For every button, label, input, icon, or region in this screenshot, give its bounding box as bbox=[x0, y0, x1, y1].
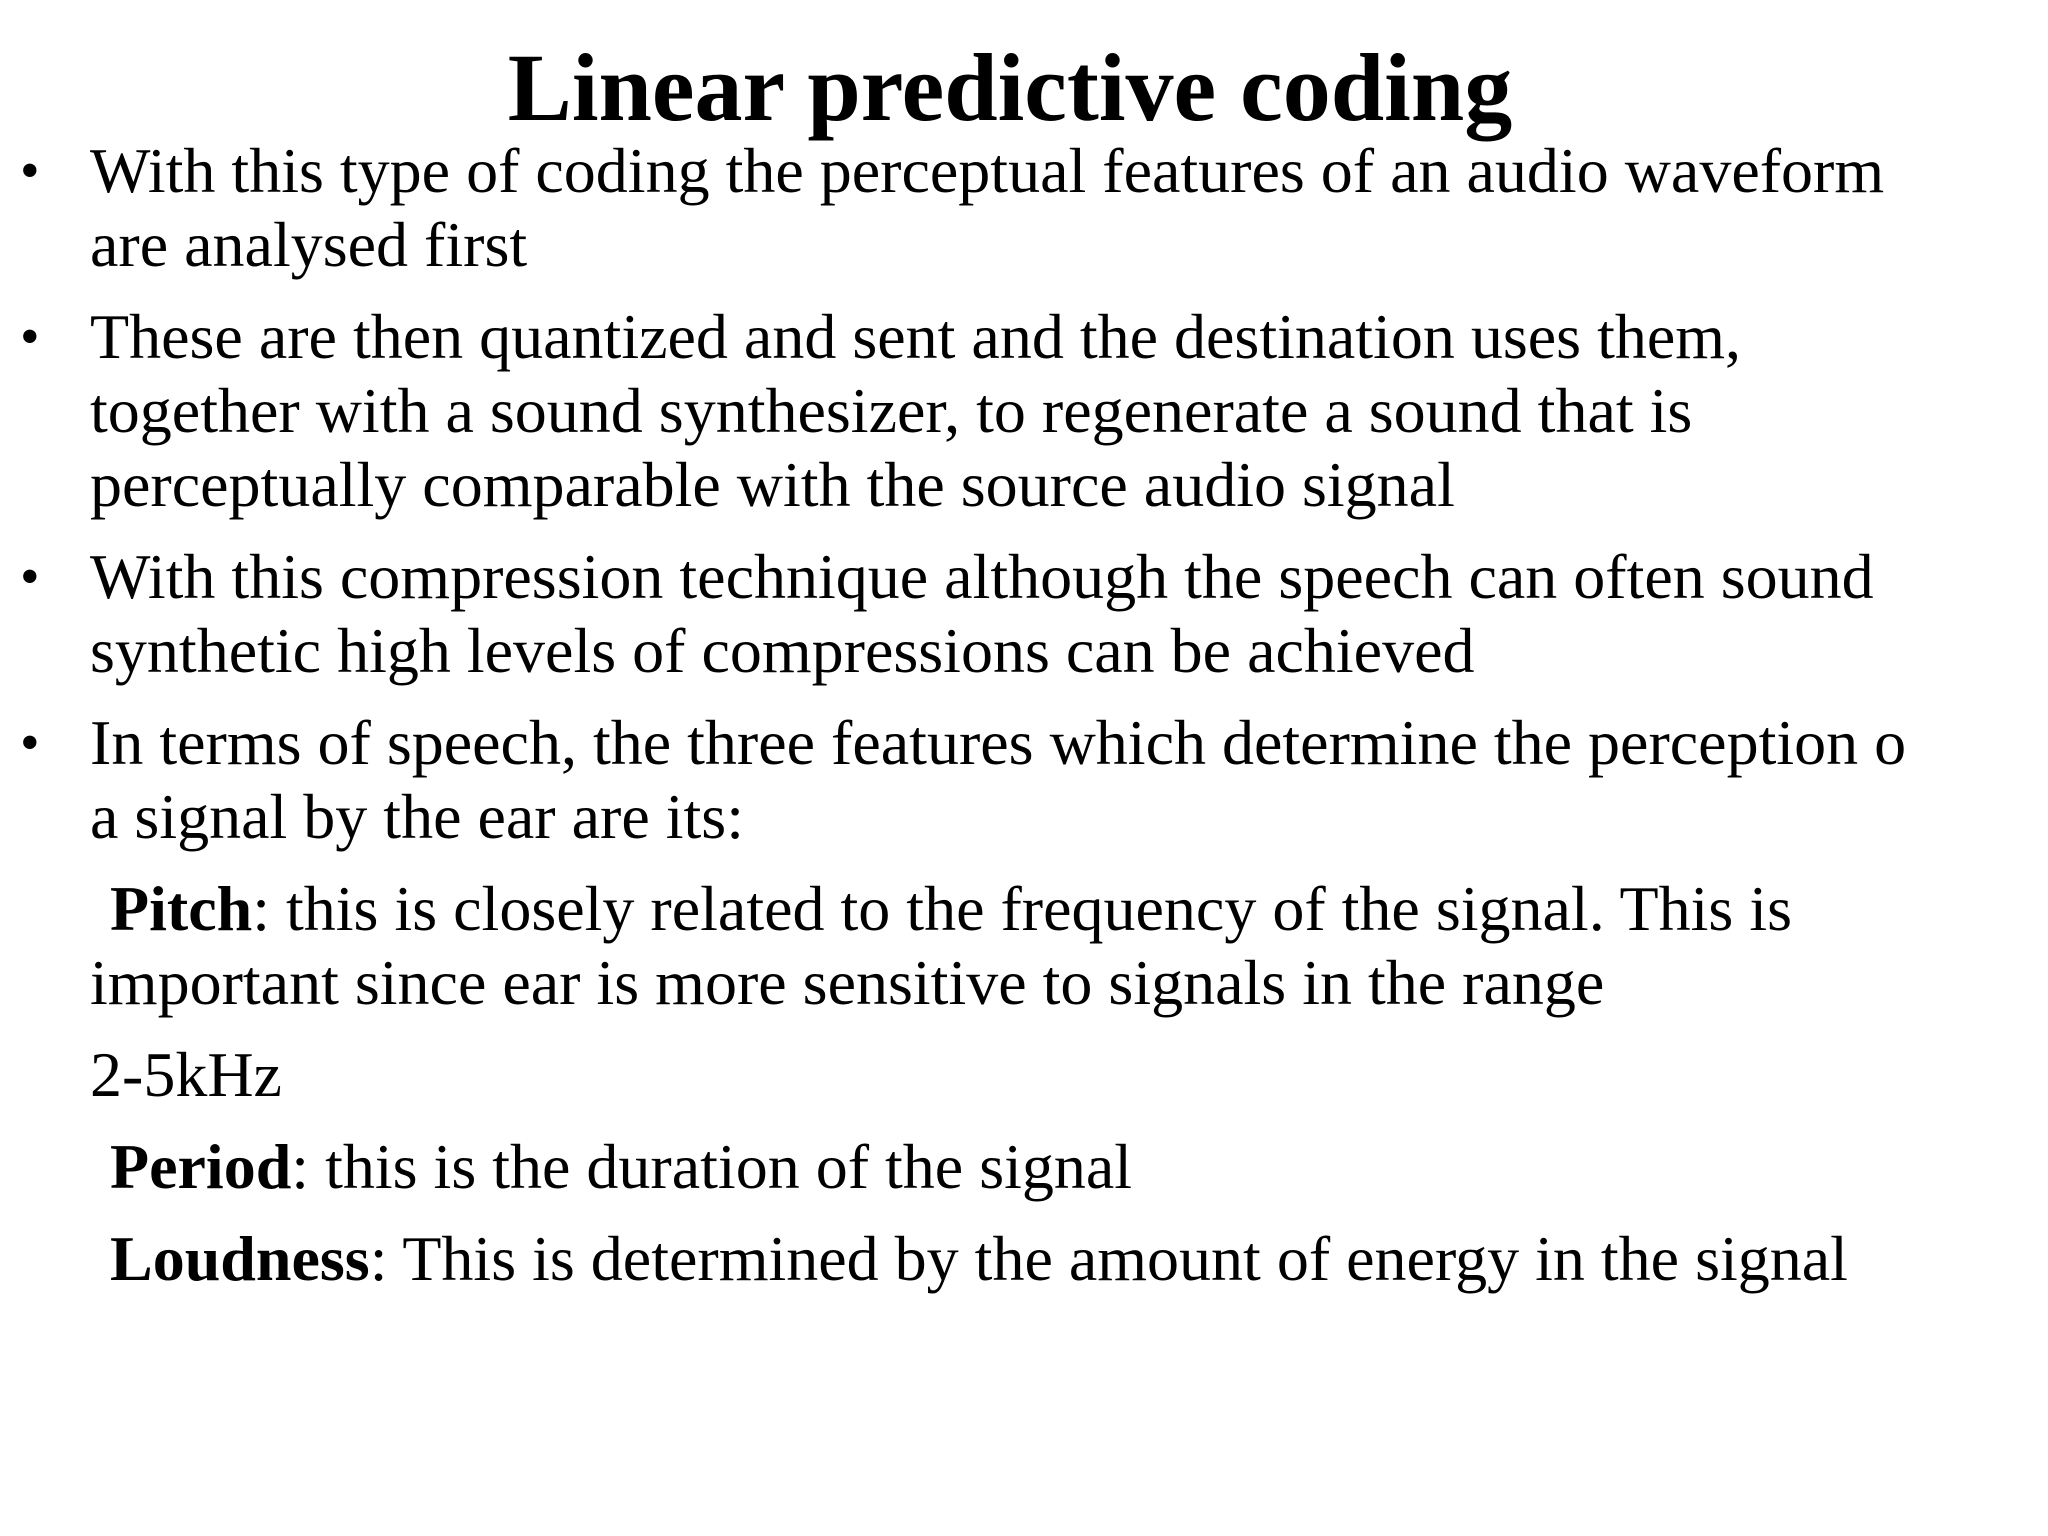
pitch-line-2: important since ear is more sensitive to signals in the range bbox=[90, 947, 1605, 1018]
pitch-line-3: 2-5kHz bbox=[90, 1039, 282, 1110]
bullet-2-line-2: together with a sound synthesizer, to regenerate a sound that is bbox=[90, 375, 1693, 446]
loudness-line bbox=[110, 1222, 1848, 1296]
bullet-2-line-3: perceptually comparable with the source audio signal bbox=[90, 449, 1455, 520]
period-text: : this is the duration of the signal bbox=[291, 1131, 1133, 1202]
bullet-icon: • bbox=[20, 712, 40, 774]
loudness-text: : This is determined by the amount of energy in the signal bbox=[369, 1223, 1848, 1294]
period-term: Period bbox=[110, 1131, 292, 1202]
bullet-3-line-2: synthetic high levels of compressions can be achieved bbox=[90, 615, 1475, 686]
bullet-1-line-2: are analysed first bbox=[90, 209, 528, 280]
slide-title: Linear predictive coding bbox=[507, 34, 1513, 141]
pitch-term: Pitch bbox=[110, 873, 253, 944]
loudness-term: Loudness bbox=[110, 1223, 370, 1294]
bullet-icon: • bbox=[20, 140, 40, 202]
period-line bbox=[110, 1130, 1132, 1204]
bullet-4-line-2: a signal by the ear are its: bbox=[90, 781, 744, 852]
bullet-1-line-1: With this type of coding the perceptual features of an audio waveform bbox=[90, 135, 1885, 206]
bullet-icon: • bbox=[20, 306, 40, 368]
bullet-icon: • bbox=[20, 546, 40, 608]
pitch-line bbox=[110, 872, 1792, 946]
bullet-4-line-1: In terms of speech, the three features which determine the perception o bbox=[90, 707, 1907, 778]
pitch-text: : this is closely related to the frequency of the signal. This is bbox=[252, 873, 1792, 944]
bullet-3-line-1: With this compression technique although the speech can often sound bbox=[90, 541, 1874, 612]
bullet-2-line-1: These are then quantized and sent and the destination uses them, bbox=[90, 301, 1742, 372]
